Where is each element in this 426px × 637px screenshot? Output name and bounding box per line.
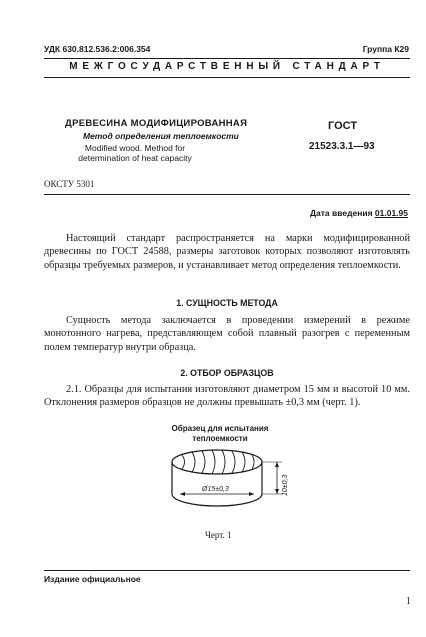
figure-caption-line-1: Образец для испытания <box>171 424 269 433</box>
footer-rule <box>44 570 410 571</box>
standard-banner: МЕЖГОСУДАРСТВЕННЫЙ СТАНДАРТ <box>69 61 385 72</box>
height-arrow-top <box>275 462 279 467</box>
page-number: 1 <box>406 596 411 607</box>
group-code: Группа К29 <box>362 44 409 54</box>
effective-date <box>310 208 408 218</box>
effective-date-value: 01.01.95 <box>374 208 408 218</box>
section-1-heading: 1. СУЩНОСТЬ МЕТОДА <box>176 298 278 308</box>
banner-bottom-rule <box>44 77 410 78</box>
header-separator <box>44 194 410 195</box>
method-paragraph: Сущность метода заключается в проведении измерений в режиме монотонного нагрева, представляющем собой плавный разогрев с переменным полем температур внутри образца. <box>44 315 410 353</box>
height-label: 10±0,3 <box>282 474 289 496</box>
effective-date-label: Дата введения <box>309 208 373 218</box>
english-title-line-2: determination of heat capacity <box>78 153 192 163</box>
section-2-heading: 2. ОТБОР ОБРАЗЦОВ <box>180 368 274 378</box>
sampling-paragraph: 2.1. Образцы для испытания изготовляют диаметром 15 мм и высотой 10 мм. Отклонения размеров образцов не должны превышать ±0,3 мм (черт. 1). <box>44 384 410 409</box>
edition-note: Издание официальное <box>44 574 141 584</box>
diameter-arrow-left <box>180 492 185 496</box>
diameter-label: Ø15±0,3 <box>202 486 229 493</box>
document-title: ДРЕВЕСИНА МОДИФИЦИРОВАННАЯ <box>65 118 248 129</box>
english-title-line-1: Modified wood. Method for <box>84 143 186 153</box>
document-subtitle: Метод определения теплоемкости <box>83 131 239 141</box>
udk-code: УДК 630.812.536.2:006.354 <box>44 44 151 54</box>
figure-caption-line-2: теплоемкости <box>192 433 248 443</box>
banner-top-rule <box>44 58 410 59</box>
height-arrow-bottom <box>275 489 279 494</box>
gost-label: ГОСТ <box>328 120 358 132</box>
english-title <box>65 143 205 163</box>
gost-number: 21523.3.1—93 <box>309 141 375 152</box>
cylinder-top-ellipse <box>172 450 262 474</box>
figure-caption <box>160 424 280 443</box>
okstu-code: ОКСТУ 5301 <box>44 179 95 189</box>
figure-number: Черт. 1 <box>205 530 232 540</box>
intro-paragraph: Настоящий стандарт распространяется на марки модифицированной древесины по ГОСТ 24588, размеры заготовок которых позволяют изготовлять образцы требуемых размеров, и устанавливает метод определения теплоемкости. <box>44 233 410 271</box>
diameter-arrow-right <box>249 492 254 496</box>
sample-cylinder-drawing <box>162 444 292 522</box>
